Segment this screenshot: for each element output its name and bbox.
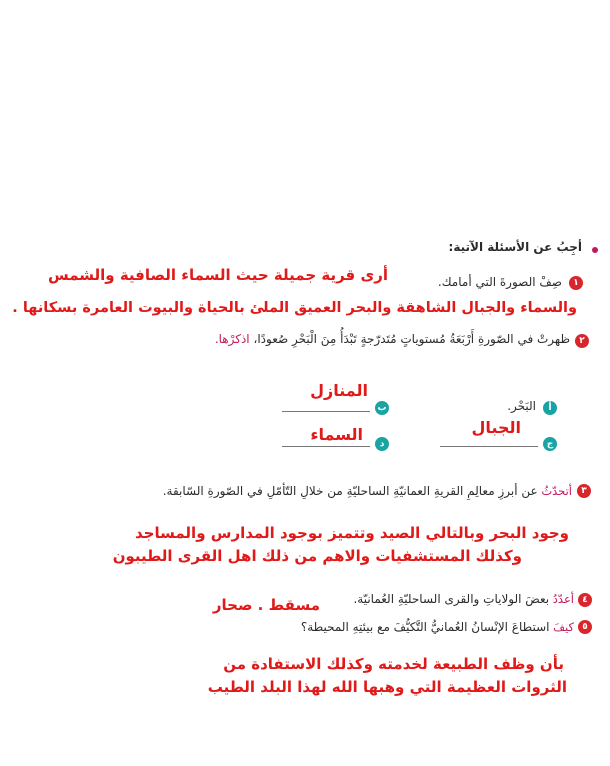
question-5-number-icon: ٥: [578, 620, 592, 634]
question-3-prompt-text: عن أبرزِ معالِمِ القريةِ العمانيّةِ الساحليّةِ من خلالِ التّأمّلِ في الصّورةِ السّابقة.: [162, 484, 538, 498]
level-b-line: [282, 411, 370, 412]
question-1-number-icon: ١: [569, 276, 583, 290]
question-3-prompt: [163, 484, 572, 498]
question-3-answer-line-1: وجود البحر وبالتالي الصيد وتتميز بوجود المدارس والمساجد: [135, 524, 569, 542]
question-2-number-icon: ٢: [575, 334, 589, 348]
question-5-prompt: [301, 620, 574, 634]
heading-bullet-icon: [592, 247, 598, 253]
question-1-answer-line-2: والسماء والجبال الشاهقة والبحر العميق الملئ بالحياة والبيوت العامرة بسكانها .: [12, 300, 577, 316]
question-3-number-icon: ٣: [577, 484, 591, 498]
level-a-printed: البَحْر.: [507, 399, 536, 413]
question-4-number-icon: ٤: [578, 593, 592, 607]
level-d-answer: السماء: [310, 425, 363, 444]
question-4-prompt-text: بعضَ الولاياتِ والقرى الساحليّةِ العُمانيّة.: [353, 592, 550, 606]
question-3-answer-line-2: وكذلك المستشفيات والاهم من ذلك اهل القرى الطيبون: [112, 547, 522, 565]
level-d-letter-icon: د: [375, 437, 389, 451]
question-4-answer: مسقط . صحار: [212, 596, 320, 614]
question-1-answer-line-1: أرى قرية جميلة حيث السماء الصافية والشمس: [47, 266, 388, 284]
question-5-prompt-highlight: كيفَ: [553, 620, 574, 634]
question-3-prompt-highlight: أتحدّثُ: [541, 484, 572, 498]
section-heading: أجِبُ عن الأسئلة الآتية:: [448, 240, 582, 254]
question-5-prompt-text: استطاعَ الإنْسانُ العُمانيُّ التَّكيُّفَ مع بيئتِهِ المحيطة؟: [300, 620, 550, 634]
question-1-prompt: صِفْ الصورةَ التي أمامك.: [437, 275, 562, 289]
level-b-answer: المنازل: [310, 381, 368, 400]
level-a-letter-icon: أ: [543, 401, 557, 415]
question-5-answer-line-1: بأن وظف الطبيعة لخدمته وكذلك الاستفادة من: [223, 655, 564, 673]
question-4-prompt-highlight: أعدّدُ: [552, 592, 574, 606]
level-c-answer: الجبال: [471, 418, 521, 437]
level-d-line: [282, 446, 370, 447]
level-c-letter-icon: ج: [543, 437, 557, 451]
question-4-prompt: [353, 592, 574, 606]
question-2-prompt: [215, 332, 570, 346]
question-2-prompt-highlight: اذكرْها.: [214, 332, 250, 346]
level-c-line: [440, 446, 538, 447]
question-2-prompt-text: ظهرتْ في الصّورةِ أَرْبَعَةُ مُستوياتٍ مُتَدرّجةٍ تَبْدَأُ مِنَ الْبَحْرِ صُعودًا،: [253, 332, 570, 346]
question-5-answer-line-2: الثروات العظيمة التي وهبها الله لهذا البلد الطيب: [207, 678, 567, 696]
level-b-letter-icon: ب: [375, 401, 389, 415]
